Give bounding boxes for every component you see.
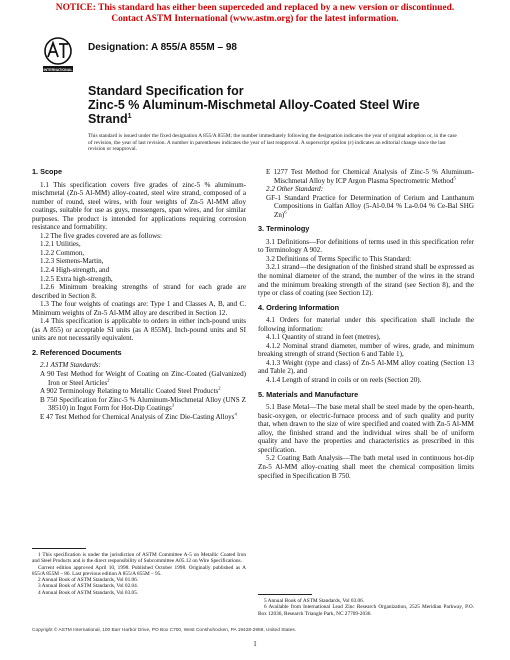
paragraph: 5.2 Coating Bath Analysis—The bath metal used in continuous hot-dip Zn-5 Al-MM alloy-coating shall meet the chemical composition limits specified in Specification B 750.: [258, 454, 474, 480]
footnote: 6 Available from International Lead Zinc Research Organization, 2525 Meridian Parkway, P.O. Box 12036, Research Triangle Park, NC 27709-2036.: [258, 604, 474, 617]
title-line-1: Standard Specification for: [88, 84, 244, 98]
footnote-divider: [258, 594, 312, 595]
right-column: [258, 168, 474, 480]
logo-wordmark: INTERNATIONAL: [43, 67, 73, 72]
paragraph: 4.1 Orders for material under this specification shall include the following information:: [258, 316, 474, 333]
footnote: 5 Annual Book of ASTM Standards, Vol 03.06.: [264, 598, 365, 604]
reference-item: B 750 Specification for Zinc-5 % Aluminum-Mischmetal Alloy (UNS Z 38510) in Ingot Form for Hot-Dip Coatings$^3$: [40, 395, 246, 413]
footnote: 4 Annual Book of ASTM Standards, Vol 03.05.: [38, 589, 139, 596]
paragraph: 1.2.6 Minimum breaking strengths of strand for each grade are described in Section 8.: [32, 283, 246, 300]
footnote: 2 Annual Book of ASTM Standards, Vol 01.06.: [38, 577, 139, 584]
reference-item: GF-1 Standard Practice for Determination of Cerium and Lanthanum Compositions in Galfan Alloy (5-Al-0.04 % La-0.04 % Ce-Bal SHG Zn)$^6$: [266, 193, 474, 219]
supersession-notice: [0, 3, 510, 25]
paragraph: 5.1 Base Metal—The base metal shall be steel made by the open-hearth, basic-oxygen, or electric-furnace process and of such quality and purity that, when drawn to the size of wire specified and coated with Zn-5 Al-MM alloy, the finished strand and the individual wires shall be of uniform quality and have the properties and characteristics as prescribed in this specification.: [258, 403, 474, 454]
list-item: 1.2.1 Utilities,: [40, 240, 81, 249]
title-footnote-ref: 1: [127, 112, 132, 120]
astm-logo: [40, 35, 76, 75]
footnote: 3 Annual Book of ASTM Standards, Vol 02.04.: [38, 583, 139, 590]
copyright-line: Copyright © ASTM International, 100 Barr Harbor Drive, PO Box C700, West Conshohocken, PA 19428-2959, United States.: [32, 628, 297, 633]
paragraph: 1.2 The five grades covered are as follows:: [40, 231, 162, 240]
subsection-label: 2.1 ASTM Standards:: [40, 361, 101, 370]
section-heading-scope: 1. Scope: [32, 167, 63, 176]
title-line-2: Zinc-5 % Aluminum-Mischmetal Alloy-Coated Steel Wire: [88, 98, 420, 112]
paragraph: 3.2 Definitions of Terms Specific to This Standard:: [266, 254, 412, 263]
reference-item: E 47 Test Method for Chemical Analysis of Zinc Die-Casting Alloys$^4$: [40, 411, 237, 421]
list-item: 4.1.4 Length of strand in coils or on reels (Section 20).: [266, 376, 422, 385]
section-heading-ordering-information: 4. Ordering Information: [258, 302, 340, 312]
paragraph: 3.1 Definitions—For definitions of terms used in this specification refer to Terminology A 902.: [258, 237, 474, 255]
document-title: [88, 84, 468, 126]
list-item: 1.2.4 High-strength, and: [40, 266, 110, 275]
list-item: 1.2.2 Common,: [40, 248, 85, 257]
page-number: 1: [253, 640, 257, 648]
paragraph: 3.2.1 strand—the designation of the finished strand shall be expressed as the nominal diameter of the strand, the number of the wires in the strand and the minimum breaking strength of the strand (see Section 8), and the type or class of coating (see Section 12).: [258, 263, 474, 298]
reference-item: E 1277 Test Method for Chemical Analysis of Zinc-5 % Aluminum-Mischmetal Alloy by ICP Argon Plasma Spectrometric Method$^5$: [266, 168, 474, 185]
footnote-divider: [32, 548, 86, 549]
subsection-label: 2.2 Other Standard:: [266, 185, 324, 194]
list-item: 4.1.2 Nominal strand diameter, number of wires, grade, and minimum breaking strength of strand (Section 6 and Table 1),: [258, 341, 474, 359]
footnote: Current edition approved April 10, 1998. Published October 1998. Originally published as A 855/A 855M – 86. Last previous edition A 855/A 855M – 95.: [32, 564, 246, 577]
right-footnotes: [258, 584, 474, 617]
left-footnotes: [32, 538, 246, 596]
reference-item: A 902 Terminology Relating to Metallic Coated Steel Products$^2$: [40, 385, 221, 396]
list-item: 4.1.1 Quantity of strand in feet (metres),: [266, 333, 381, 342]
reference-item: A 90 Test Method for Weight of Coating on Zinc-Coated (Galvanized) Iron or Steel Articles$^2$: [40, 370, 246, 387]
list-item: 1.2.3 Siemens-Martin,: [40, 257, 104, 266]
paragraph: 1.1 This specification covers five grades of zinc-5 % aluminum-mischmetal (Zn-5 Al-MM) alloy-coated, steel wire strand, composed of a number of round, steel wires, with four weights of Zn-5 Al-MM alloy coatings, suitable for use as guys, messengers, span wires, and for similar purposes. The product is intended for applications requiring corrosion resistance and formability.: [32, 180, 246, 232]
issuance-note: This standard is issued under the fixed designation A 855/A 855M; the number immediately following the designation indicates the year of original adoption or, in the case of revision, the year of last revision. A number in parentheses indicates the year of last reapproval. A superscript epsilon (ε) indicates an editorial change since the last revision or reapproval.: [88, 133, 457, 153]
section-heading-referenced-documents: 2. Referenced Documents: [32, 347, 122, 357]
section-heading-terminology: 3. Terminology: [258, 224, 310, 234]
section-heading-materials: 5. Materials and Manufacture: [258, 389, 359, 399]
notice-line-1: NOTICE: This standard has either been superceded and replaced by a new version or discontinued.: [55, 3, 455, 13]
list-item: 1.2.5 Extra high-strength,: [40, 274, 113, 283]
title-line-3: Strand$^1$: [88, 112, 132, 126]
list-item: 4.1.3 Weight (type and class) of Zn-5 Al-MM alloy coating (Section 13 and Table 2), and: [258, 358, 474, 376]
designation: Designation: A 855/A 855M – 98: [88, 42, 237, 53]
footnote: 1 This specification is under the jurisdiction of ASTM Committee A-5 on Metallic Coated Iron and Steel Products and is the direct responsibility of Subcommittee A05.12 on Wire Specifications.: [32, 552, 246, 565]
paragraph: 1.4 This specification is applicable to orders in either inch-pound units (as A 855) or acceptable SI units (as A 855M). Inch-pound units and SI units are not necessarily equivalent.: [32, 317, 246, 343]
paragraph: 1.3 The four weights of coatings are: Type 1 and Classes A, B, and C. Minimum weights of Zn-5 Al-MM alloy are described in Section 12.: [32, 300, 246, 317]
notice-line-2: Contact ASTM International (www.astm.org) for the latest information.: [111, 14, 399, 24]
left-column: [32, 168, 246, 421]
